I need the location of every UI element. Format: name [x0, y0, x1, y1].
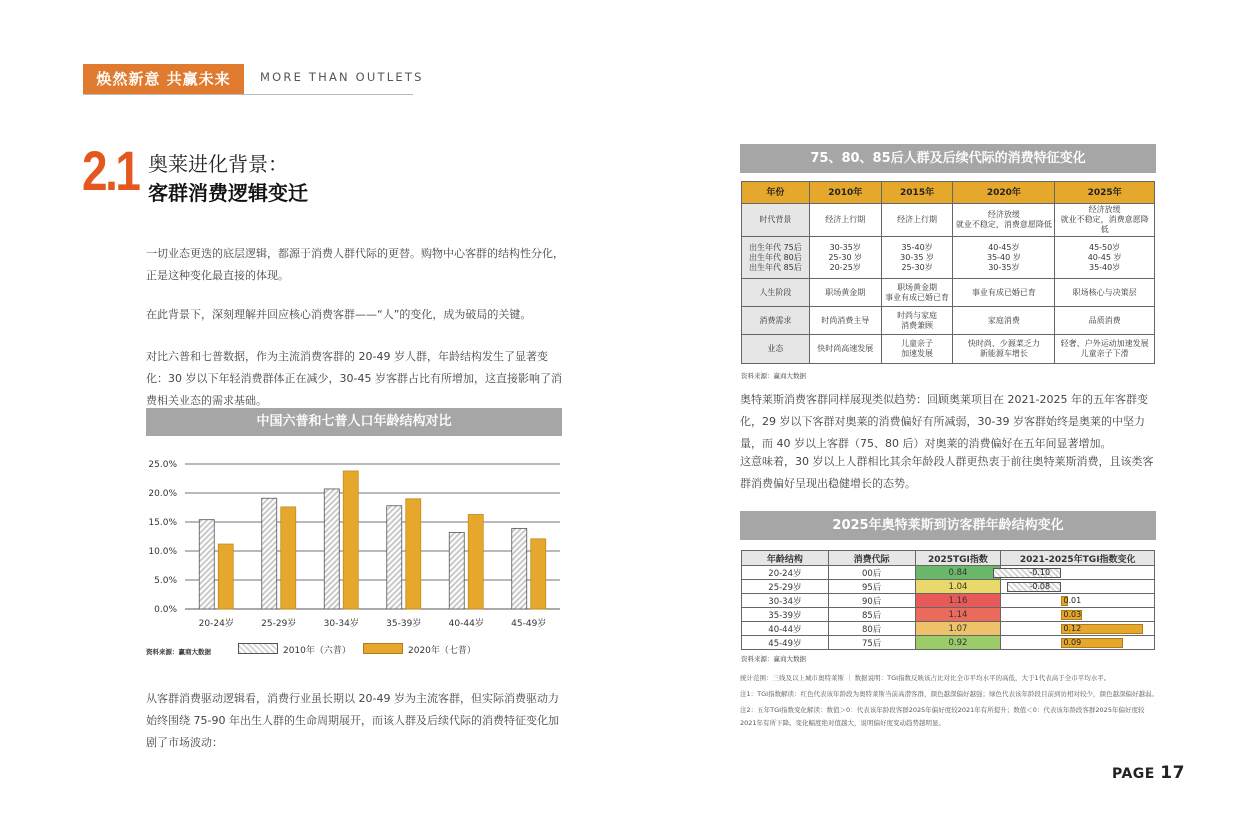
age-cell: 35-39岁 [742, 608, 829, 622]
generation-cell: 90后 [828, 594, 915, 608]
table1-cell: 40-45岁 35-40 岁 30-35岁 [953, 237, 1055, 279]
x-tick-label: 20-24岁 [198, 619, 234, 629]
tgi-change-cell [1001, 622, 1155, 636]
section-title-secondary: 客群消费逻辑变迁 [148, 181, 308, 205]
note-scope: 统计范围：三线及以上城市奥特莱斯 ｜ 数据说明：TGI指数反映该占比对比全市平均水平的高低，大于1代表高于全市平均水平。 [740, 674, 1111, 682]
bar-2010 [262, 498, 277, 609]
y-tick-label: 5.0% [154, 576, 177, 586]
table1-row [742, 307, 1155, 335]
table2-banner: 2025年奥特莱斯到访客群年龄结构变化 [740, 511, 1156, 540]
age-cell: 40-44岁 [742, 622, 829, 636]
tgi-change-cell [1001, 608, 1155, 622]
table1-row-header: 出生年代 75后 出生年代 80后 出生年代 85后 [742, 237, 810, 279]
tgi-cell: 0.92 [915, 636, 1001, 650]
paragraph-consumption-driver: 从客群消费驱动逻辑看，消费行业虽长期以 20-49 岁为主流客群，但实际消费驱动力始终围绕 75-90 年出生人群的生命周期展开，而该人群及后续代际的消费特征变化加剧了市场波动： [146, 692, 559, 749]
table1-banner: 75、80、85后人群及后续代际的消费特征变化 [740, 144, 1156, 173]
table1-cell: 职场核心与决策层 [1055, 279, 1155, 307]
tgi-cell: 1.14 [915, 608, 1001, 622]
bar-2010 [512, 528, 527, 609]
table1-row [742, 237, 1155, 279]
table1-row-header: 人生阶段 [742, 279, 810, 307]
x-tick-label: 35-39岁 [386, 619, 422, 629]
bar-2010 [199, 520, 214, 609]
legend-label-2020: 2020年（七普） [408, 646, 476, 656]
table1-cell: 经济放缓 就业不稳定，消费意愿降低 [1055, 204, 1155, 237]
generation-consumption-table [741, 181, 1155, 364]
tgi-cell: 1.16 [915, 594, 1001, 608]
bar-2020 [468, 514, 483, 609]
page-label: PAGE [1112, 766, 1155, 782]
x-tick-label: 25-29岁 [261, 619, 297, 629]
table1-header-cell: 2025年 [1055, 182, 1155, 204]
legend-swatch-2020 [363, 643, 403, 654]
tgi-change-label: -0.10 [1029, 568, 1051, 577]
table1-cell: 快时尚、少源菜乏力 新能源车增长 [953, 335, 1055, 364]
tgi-change-label: 0.03 [1063, 610, 1082, 619]
table1-header-cell: 2015年 [881, 182, 953, 204]
table1-cell: 职场黄金期 事业有成已婚已育 [881, 279, 953, 307]
tgi-change-bar-wrap [1001, 566, 1154, 579]
paragraph-outlet-conclusion: 这意味着，30 岁以上人群相比其余年龄段人群更热衷于前往奥特莱斯消费，且该类客群消费偏好呈现出稳健增长的态势。 [740, 455, 1154, 490]
y-tick-label: 0.0% [154, 605, 177, 615]
bar-2020 [343, 471, 358, 609]
table1-cell: 品质消费 [1055, 307, 1155, 335]
x-tick-label: 30-34岁 [323, 619, 359, 629]
table1-cell: 35-40岁 30-35 岁 25-30岁 [881, 237, 953, 279]
tgi-change-cell [1001, 580, 1155, 594]
generation-cell: 75后 [828, 636, 915, 650]
tgi-cell: 1.04 [915, 580, 1001, 594]
brand-title-en: MORE THAN OUTLETS [260, 70, 424, 84]
section-title-primary: 奥莱进化背景： [148, 152, 288, 176]
table1-cell: 事业有成已婚已育 [953, 279, 1055, 307]
tgi-change-bar-wrap [1001, 636, 1154, 649]
table1-header-cell: 2020年 [953, 182, 1055, 204]
y-tick-label: 15.0% [148, 518, 177, 528]
header-divider [83, 94, 413, 95]
age-cell: 30-34岁 [742, 594, 829, 608]
bar-2020 [218, 544, 233, 609]
table2-header-cell: 2025TGI指数 [915, 551, 1001, 566]
table2-row [742, 636, 1155, 650]
bar-2010 [387, 506, 402, 609]
bar-2020 [531, 539, 546, 609]
age-cell: 45-49岁 [742, 636, 829, 650]
tgi-change-label: 0.12 [1063, 624, 1082, 633]
table1-cell: 快时尚高速发展 [809, 335, 881, 364]
table2-source: 资料来源：赢商大数据 [741, 655, 806, 663]
table1-header-cell: 2010年 [809, 182, 881, 204]
page-number [1112, 763, 1185, 783]
table2-header-cell: 消费代际 [828, 551, 915, 566]
table2-row [742, 580, 1155, 594]
legend-label-2010: 2010年（六普） [283, 646, 351, 656]
paragraph-context: 在此背景下，深刻理解并回应核心消费客群——“人”的变化，成为破局的关键。 [146, 308, 532, 321]
table1-cell: 时尚消费主导 [809, 307, 881, 335]
bar-2010 [324, 489, 339, 609]
note-tgi: 注1：TGI指数解读：红色代表该年龄段为奥特莱斯当前高潜客群，颜色越深偏好越强；绿色代表该年龄段目前到访相对较少，颜色越深偏好越弱。 [740, 690, 1159, 698]
table1-cell: 经济放缓 就业不稳定，消费意愿降低 [953, 204, 1055, 237]
y-tick-label: 25.0% [148, 460, 177, 470]
generation-cell: 95后 [828, 580, 915, 594]
tgi-change-label: 0.09 [1063, 638, 1082, 647]
table1-cell: 经济上行期 [809, 204, 881, 237]
bar-2020 [281, 507, 296, 609]
brand-title-cn: 焕然新意 共赢未来 [83, 64, 244, 94]
age-cell: 25-29岁 [742, 580, 829, 594]
tgi-table [741, 550, 1155, 650]
y-tick-label: 10.0% [148, 547, 177, 557]
tgi-change-bar-negative [993, 568, 1061, 578]
table2-row [742, 622, 1155, 636]
table1-cell: 30-35岁 25-30 岁 20-25岁 [809, 237, 881, 279]
paragraph-census: 对比六普和七普数据，作为主流消费客群的 20-49 岁人群，年龄结构发生了显著变化：30 岁以下年轻消费群体正在减少，30-45 岁客群占比有所增加，这直接影响了消费相关业态的需求基础。 [146, 350, 562, 407]
paragraph-outlet-trend: 奥特莱斯消费客群同样展现类似趋势：回顾奥莱项目在 2021-2025 年的五年客群变化，29 岁以下客群对奥莱的消费偏好有所减弱，30-39 岁客群始终是奥莱的中坚力量，而 40 岁以上客群（75、80 后）对奥莱的消费偏好在五年间显著增加。 [740, 393, 1148, 450]
table1-row [742, 279, 1155, 307]
table2-header-cell: 2021-2025年TGI指数变化 [1001, 551, 1155, 566]
table1-row-header: 时代背景 [742, 204, 810, 237]
x-tick-label: 40-44岁 [448, 619, 484, 629]
age-cell: 20-24岁 [742, 566, 829, 580]
tgi-change-cell [1001, 636, 1155, 650]
table2-row [742, 608, 1155, 622]
x-tick-label: 45-49岁 [511, 619, 547, 629]
tgi-cell: 1.07 [915, 622, 1001, 636]
table2-row [742, 566, 1155, 580]
table1-header-cell: 年份 [742, 182, 810, 204]
page-number-value: 17 [1160, 763, 1185, 783]
chart-banner: 中国六普和七普人口年龄结构对比 [146, 408, 562, 436]
population-chart-svg [140, 450, 570, 630]
table2-row [742, 594, 1155, 608]
table1-cell: 儿童亲子 加速发展 [881, 335, 953, 364]
section-number: 2.1 [82, 139, 139, 202]
population-chart [140, 450, 570, 630]
chart-source: 资料来源：赢商大数据 [146, 648, 211, 656]
table1-cell: 45-50岁 40-45 岁 35-40岁 [1055, 237, 1155, 279]
table1-cell: 经济上行期 [881, 204, 953, 237]
generation-cell: 00后 [828, 566, 915, 580]
table2-header-cell: 年龄结构 [742, 551, 829, 566]
tgi-change-bar-wrap [1001, 580, 1154, 593]
tgi-change-bar-wrap [1001, 594, 1154, 607]
note-change: 注2：五年TGI指数变化解读：数值＞0：代表该年龄段客群2025年偏好度较2021年有所提升；数值＜0：代表该年龄段客群2025年偏好度较2021年有所下降。变化幅度绝对值越大，说明偏好度变动趋势越明显。 [740, 706, 1145, 727]
table1-row [742, 335, 1155, 364]
bar-2020 [406, 499, 421, 609]
tgi-change-label: -0.08 [1029, 582, 1051, 591]
table1-cell: 轻奢、户外运动加速发展 儿童亲子下滑 [1055, 335, 1155, 364]
tgi-change-bar-wrap [1001, 622, 1154, 635]
tgi-change-cell [1001, 594, 1155, 608]
tgi-cell: 0.84 [915, 566, 1001, 580]
table1-cell: 时尚与家庭 消费兼顾 [881, 307, 953, 335]
table1-cell: 职场黄金期 [809, 279, 881, 307]
tgi-change-label: 0.01 [1063, 596, 1082, 605]
y-tick-label: 20.0% [148, 489, 177, 499]
paragraph-intro: 一切业态更迭的底层逻辑，都源于消费人群代际的更替。购物中心客群的结构性分化，正是这种变化最直接的体现。 [146, 247, 564, 282]
generation-cell: 80后 [828, 622, 915, 636]
generation-cell: 85后 [828, 608, 915, 622]
table1-source: 资料来源：赢商大数据 [741, 372, 806, 380]
table1-row-header: 消费需求 [742, 307, 810, 335]
table1-row [742, 204, 1155, 237]
legend-swatch-2010 [238, 643, 278, 654]
table1-cell: 家庭消费 [953, 307, 1055, 335]
tgi-change-cell [1001, 566, 1155, 580]
tgi-change-bar-wrap [1001, 608, 1154, 621]
table1-row-header: 业态 [742, 335, 810, 364]
bar-2010 [449, 532, 464, 609]
